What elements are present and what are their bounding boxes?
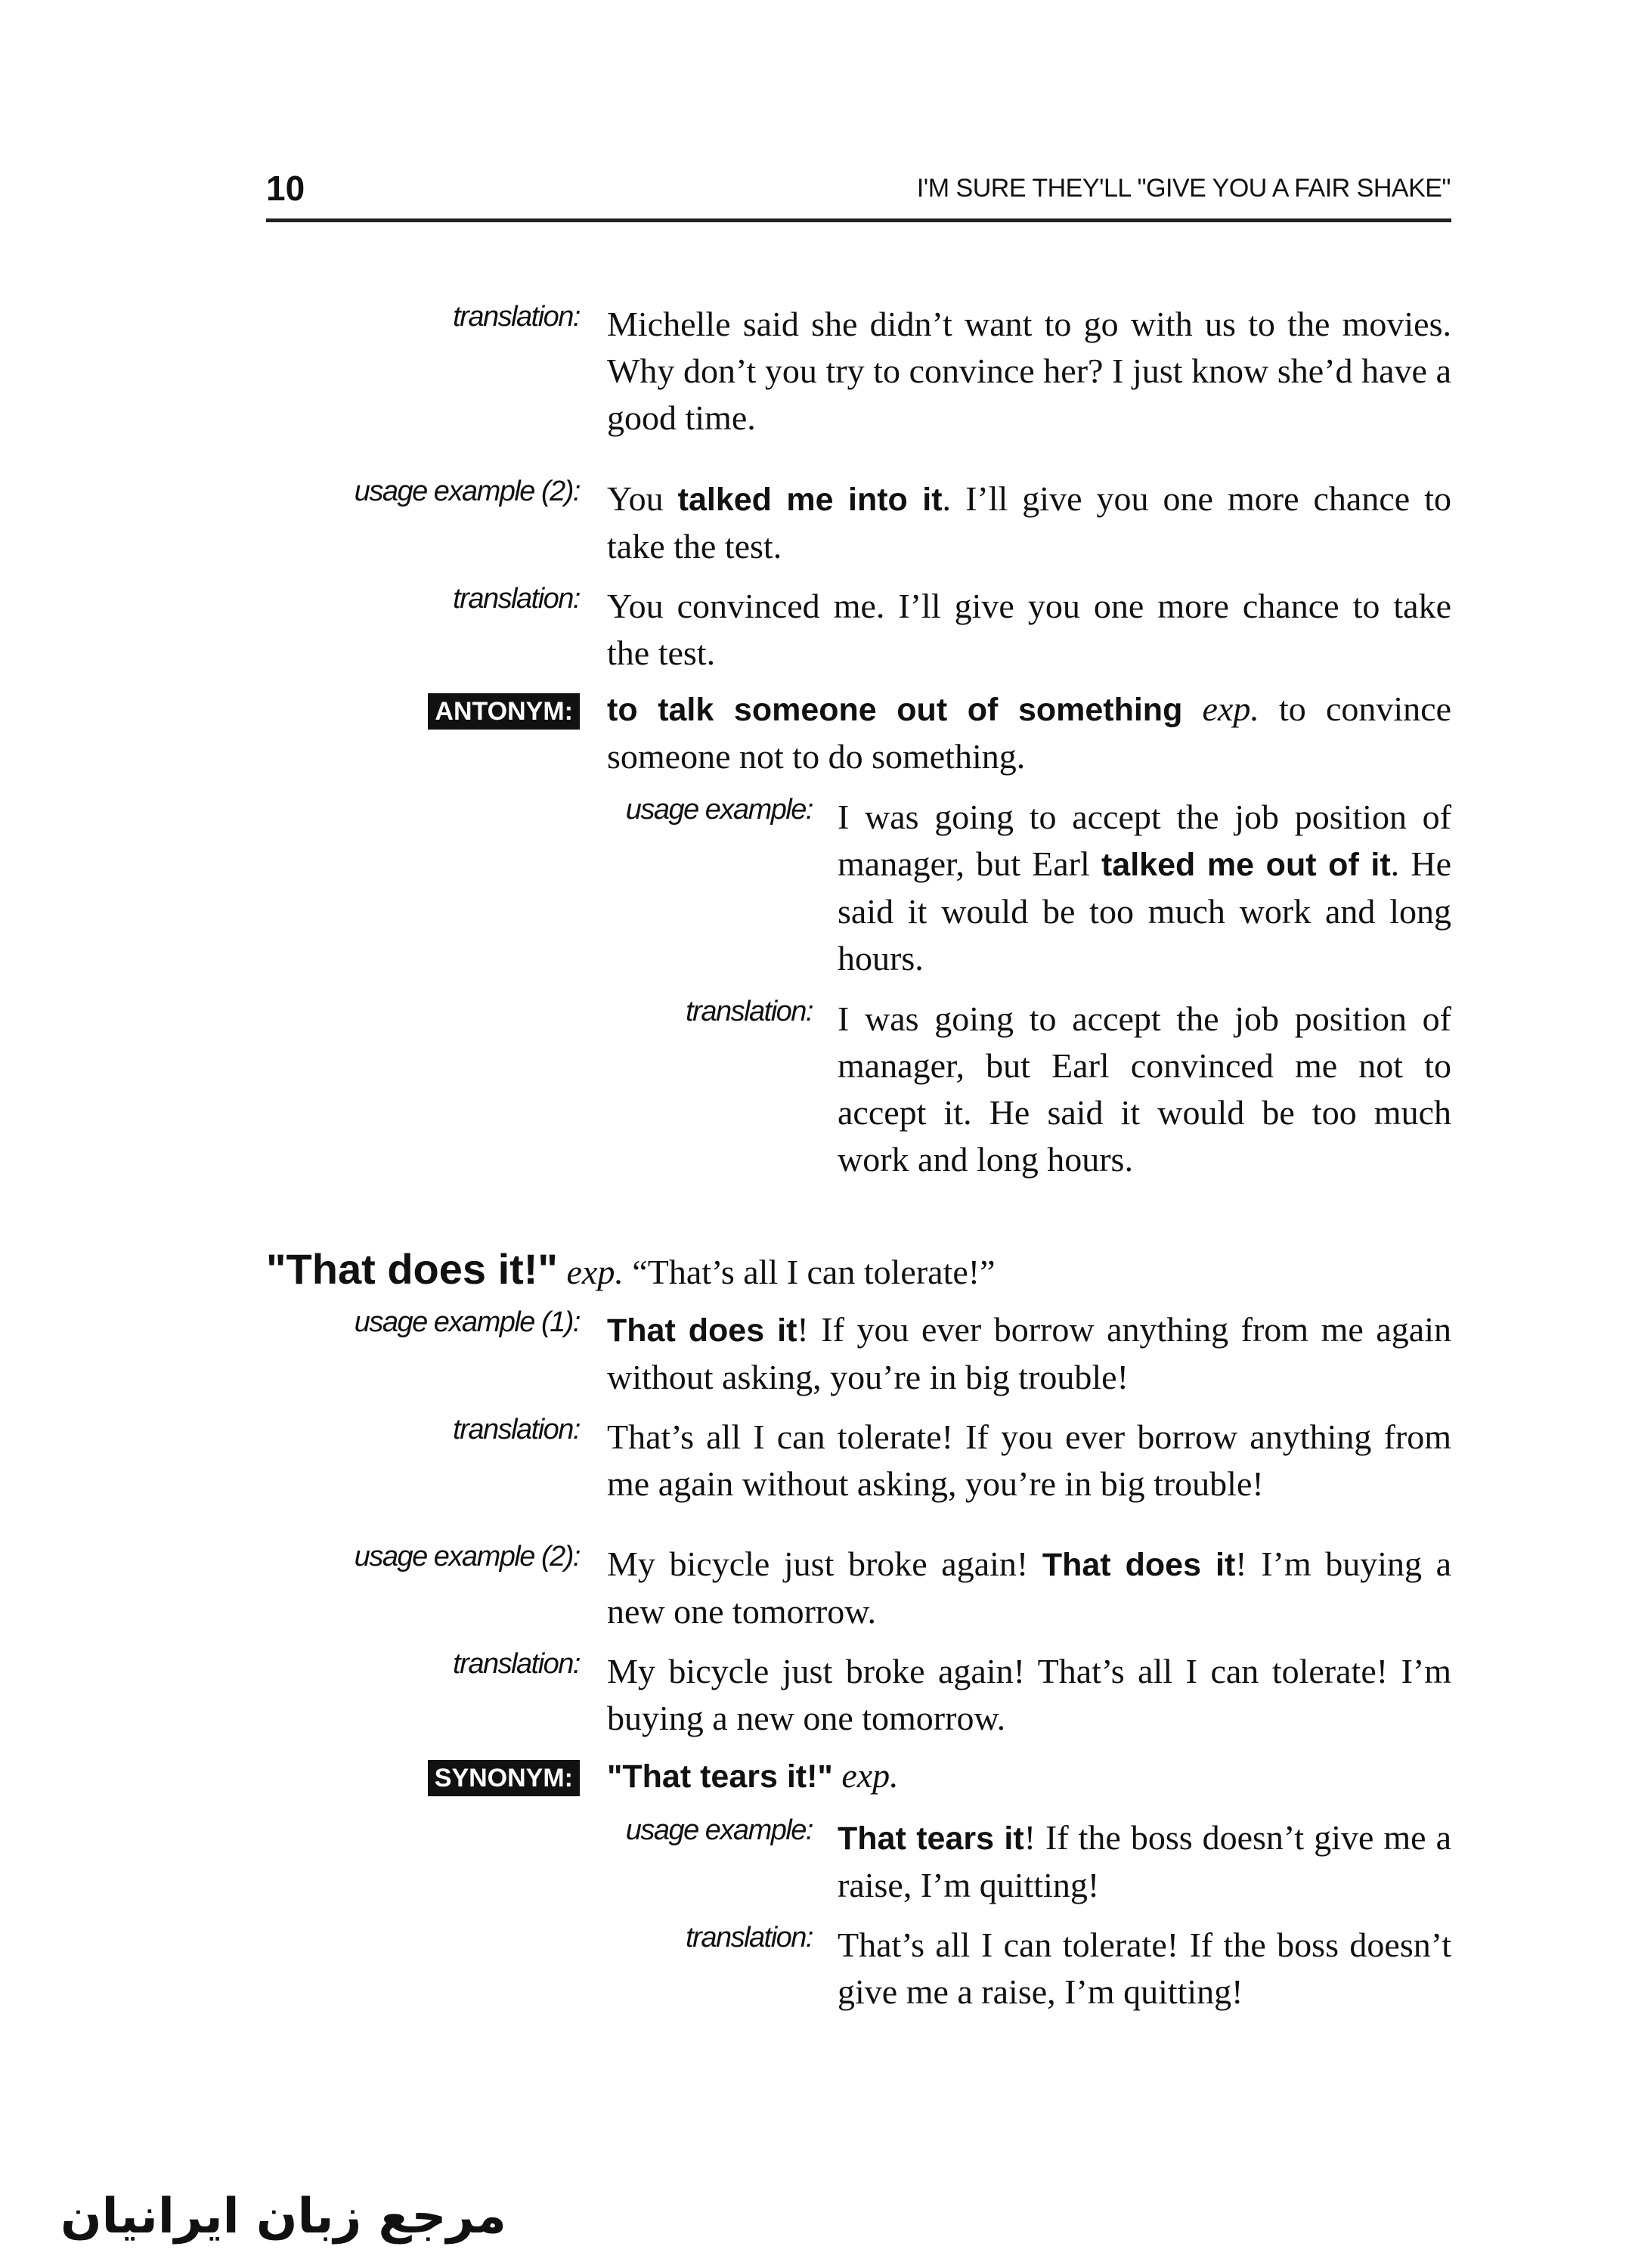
block-text xyxy=(607,1752,1451,1800)
block-label: translation: xyxy=(453,301,580,333)
block-text xyxy=(607,476,1451,570)
block-label: usage example: xyxy=(625,1814,813,1846)
text-run: That’s all I can tolerate! If the boss doesn’t give me a raise, I’m quitting! xyxy=(838,1926,1451,2011)
block-label: translation: xyxy=(453,583,580,615)
text-run: ! If you ever borrow anything from me again without asking, you’re in big trouble! xyxy=(607,1310,1452,1396)
block-text xyxy=(607,583,1451,677)
block-label: translation: xyxy=(686,996,813,1027)
italic-abbrev: exp. xyxy=(1202,689,1259,728)
entry-headword-line xyxy=(266,1244,996,1296)
bold-phrase: to talk someone out of something xyxy=(607,692,1183,728)
block-text xyxy=(607,1414,1451,1507)
text-run: ! I’m buying a new one tomorrow. xyxy=(607,1545,1452,1631)
text-run: to convince someone not to do something. xyxy=(607,689,1451,776)
bold-phrase: "That tears it!" xyxy=(607,1758,833,1795)
text-run xyxy=(1182,689,1202,728)
block-label: usage example (2): xyxy=(354,476,580,507)
italic-abbrev: exp. xyxy=(841,1756,899,1795)
text-run: . I’ll give you one more chance to take the test. xyxy=(607,479,1451,565)
bold-phrase: talked me into it xyxy=(677,482,943,518)
text-run: I was going to accept the job position of manager, but Earl xyxy=(838,798,1451,883)
part-of-speech: exp. xyxy=(566,1253,624,1291)
watermark-logo: مرجع زبان ایرانیان xyxy=(60,2189,506,2245)
running-title: I'M SURE THEY'LL "GIVE YOU A FAIR SHAKE" xyxy=(916,174,1451,203)
text-run xyxy=(833,1756,842,1795)
bold-phrase: talked me out of it xyxy=(1101,847,1391,883)
block-label: usage example (1): xyxy=(354,1306,580,1338)
block-text xyxy=(607,301,1451,442)
block-label: usage example: xyxy=(625,794,813,826)
header-rule xyxy=(266,218,1451,222)
block-label: translation: xyxy=(686,1922,813,1954)
text-run: My bicycle just broke again! That’s all I can tolerate! I’m buying a new one tomorrow. xyxy=(607,1652,1451,1737)
synonym-badge: SYNONYM: xyxy=(428,1760,580,1796)
text-run: My bicycle just broke again! xyxy=(607,1545,1042,1583)
text-run: You convinced me. I’ll give you one more chance to take the test. xyxy=(607,587,1451,672)
block-label: translation: xyxy=(453,1648,580,1680)
text-run: You xyxy=(607,479,678,518)
headword: "That does it!" xyxy=(266,1245,558,1293)
bold-phrase: That tears it xyxy=(838,1820,1024,1857)
block-label: usage example (2): xyxy=(354,1541,580,1572)
text-run: Michelle said she didn’t want to go with us to the movies. Why don’t you try to convince her? I just know she’d have a good time. xyxy=(607,305,1451,437)
block-text xyxy=(838,794,1451,982)
block-text xyxy=(607,1541,1451,1635)
bold-phrase: That does it xyxy=(1042,1547,1236,1583)
antonym-badge: ANTONYM: xyxy=(428,693,580,730)
text-run: . He said it would be too much work and long hours. xyxy=(838,844,1451,978)
block-text xyxy=(607,1648,1451,1742)
block-text xyxy=(607,686,1451,780)
text-run: That’s all I can tolerate! If you ever borrow anything from me again without asking, you’re in big trouble! xyxy=(607,1418,1451,1503)
definition: “That’s all I can tolerate!” xyxy=(632,1253,996,1291)
block-label: translation: xyxy=(453,1414,580,1445)
block-text xyxy=(838,996,1451,1183)
block-text xyxy=(838,1922,1451,2015)
text-run: I was going to accept the job position of manager, but Earl convinced me not to accept it. He said it would be too much work and long hours. xyxy=(838,999,1451,1179)
text-run: ! If the boss doesn’t give me a raise, I’m quitting! xyxy=(838,1818,1451,1904)
block-text xyxy=(838,1814,1451,1909)
block-text xyxy=(607,1306,1451,1401)
bold-phrase: That does it xyxy=(607,1312,797,1349)
page-number: 10 xyxy=(266,169,305,208)
